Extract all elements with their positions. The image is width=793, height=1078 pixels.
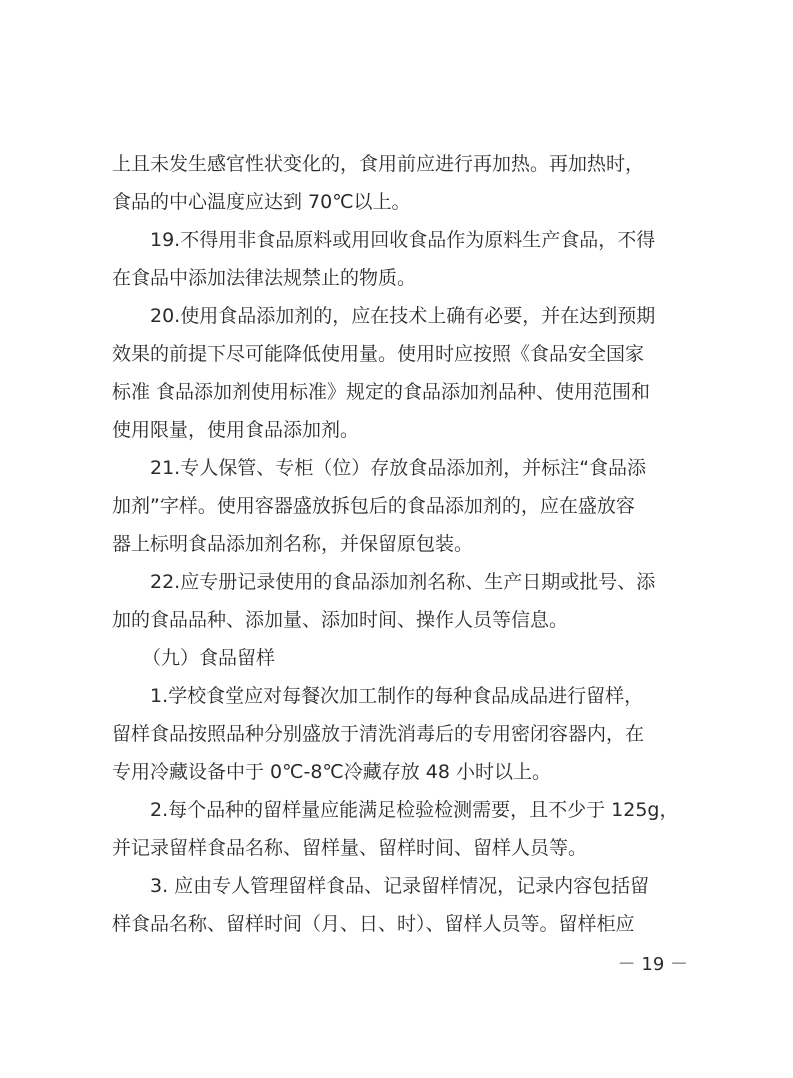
paragraph-line: 21.专人保管、专柜（位）存放食品添加剂，并标注“食品添 bbox=[150, 457, 647, 479]
paragraph-line: 专用冷藏设备中于 0℃-8℃冷藏存放 48 小时以上。 bbox=[112, 761, 552, 783]
paragraph-line: 样食品名称、留样时间（月、日、时）、留样人员等。留样柜应 bbox=[112, 913, 635, 935]
paragraph-line: 22.应专册记录使用的食品添加剂名称、生产日期或批号、添 bbox=[150, 571, 656, 593]
page-number: － 19 － bbox=[617, 954, 688, 975]
paragraph-line: 加的食品品种、添加量、添加时间、操作人员等信息。 bbox=[112, 609, 569, 631]
paragraph-line: 20.使用食品添加剂的，应在技术上确有必要，并在达到预期 bbox=[150, 305, 656, 327]
section-heading: （九）食品留样 bbox=[142, 647, 276, 669]
paragraph-line: 在食品中添加法律法规禁止的物质。 bbox=[112, 267, 417, 289]
paragraph-line: 食品的中心温度应达到 70℃以上。 bbox=[112, 191, 411, 213]
paragraph-line: 留样食品按照品种分别盛放于清洗消毒后的专用密闭容器内，在 bbox=[112, 723, 645, 745]
paragraph-line: 上且未发生感官性状变化的，食用前应进行再加热。再加热时， bbox=[112, 153, 645, 175]
paragraph-line: 19.不得用非食品原料或用回收食品作为原料生产食品，不得 bbox=[150, 229, 656, 251]
paragraph-line: 3. 应由专人管理留样食品、记录留样情况，记录内容包括留 bbox=[150, 875, 650, 897]
paragraph-line: 1.学校食堂应对每餐次加工制作的每种食品成品进行留样， bbox=[150, 685, 644, 707]
paragraph-line: 加剂”字样。使用容器盛放拆包后的食品添加剂的，应在盛放容 bbox=[112, 495, 635, 517]
paragraph-line: 并记录留样食品名称、留样量、留样时间、留样人员等。 bbox=[112, 837, 588, 859]
paragraph-line: 标准 食品添加剂使用标准》规定的食品添加剂品种、使用范围和 bbox=[112, 381, 651, 403]
paragraph-line: 器上标明食品添加剂名称，并保留原包装。 bbox=[112, 533, 474, 555]
paragraph-line: 效果的前提下尽可能降低使用量。使用时应按照《食品安全国家 bbox=[112, 343, 645, 365]
paragraph-line: 2.每个品种的留样量应能满足检验检测需要，且不少于 125g， bbox=[150, 799, 679, 821]
paragraph-line: 使用限量，使用食品添加剂。 bbox=[112, 419, 360, 441]
